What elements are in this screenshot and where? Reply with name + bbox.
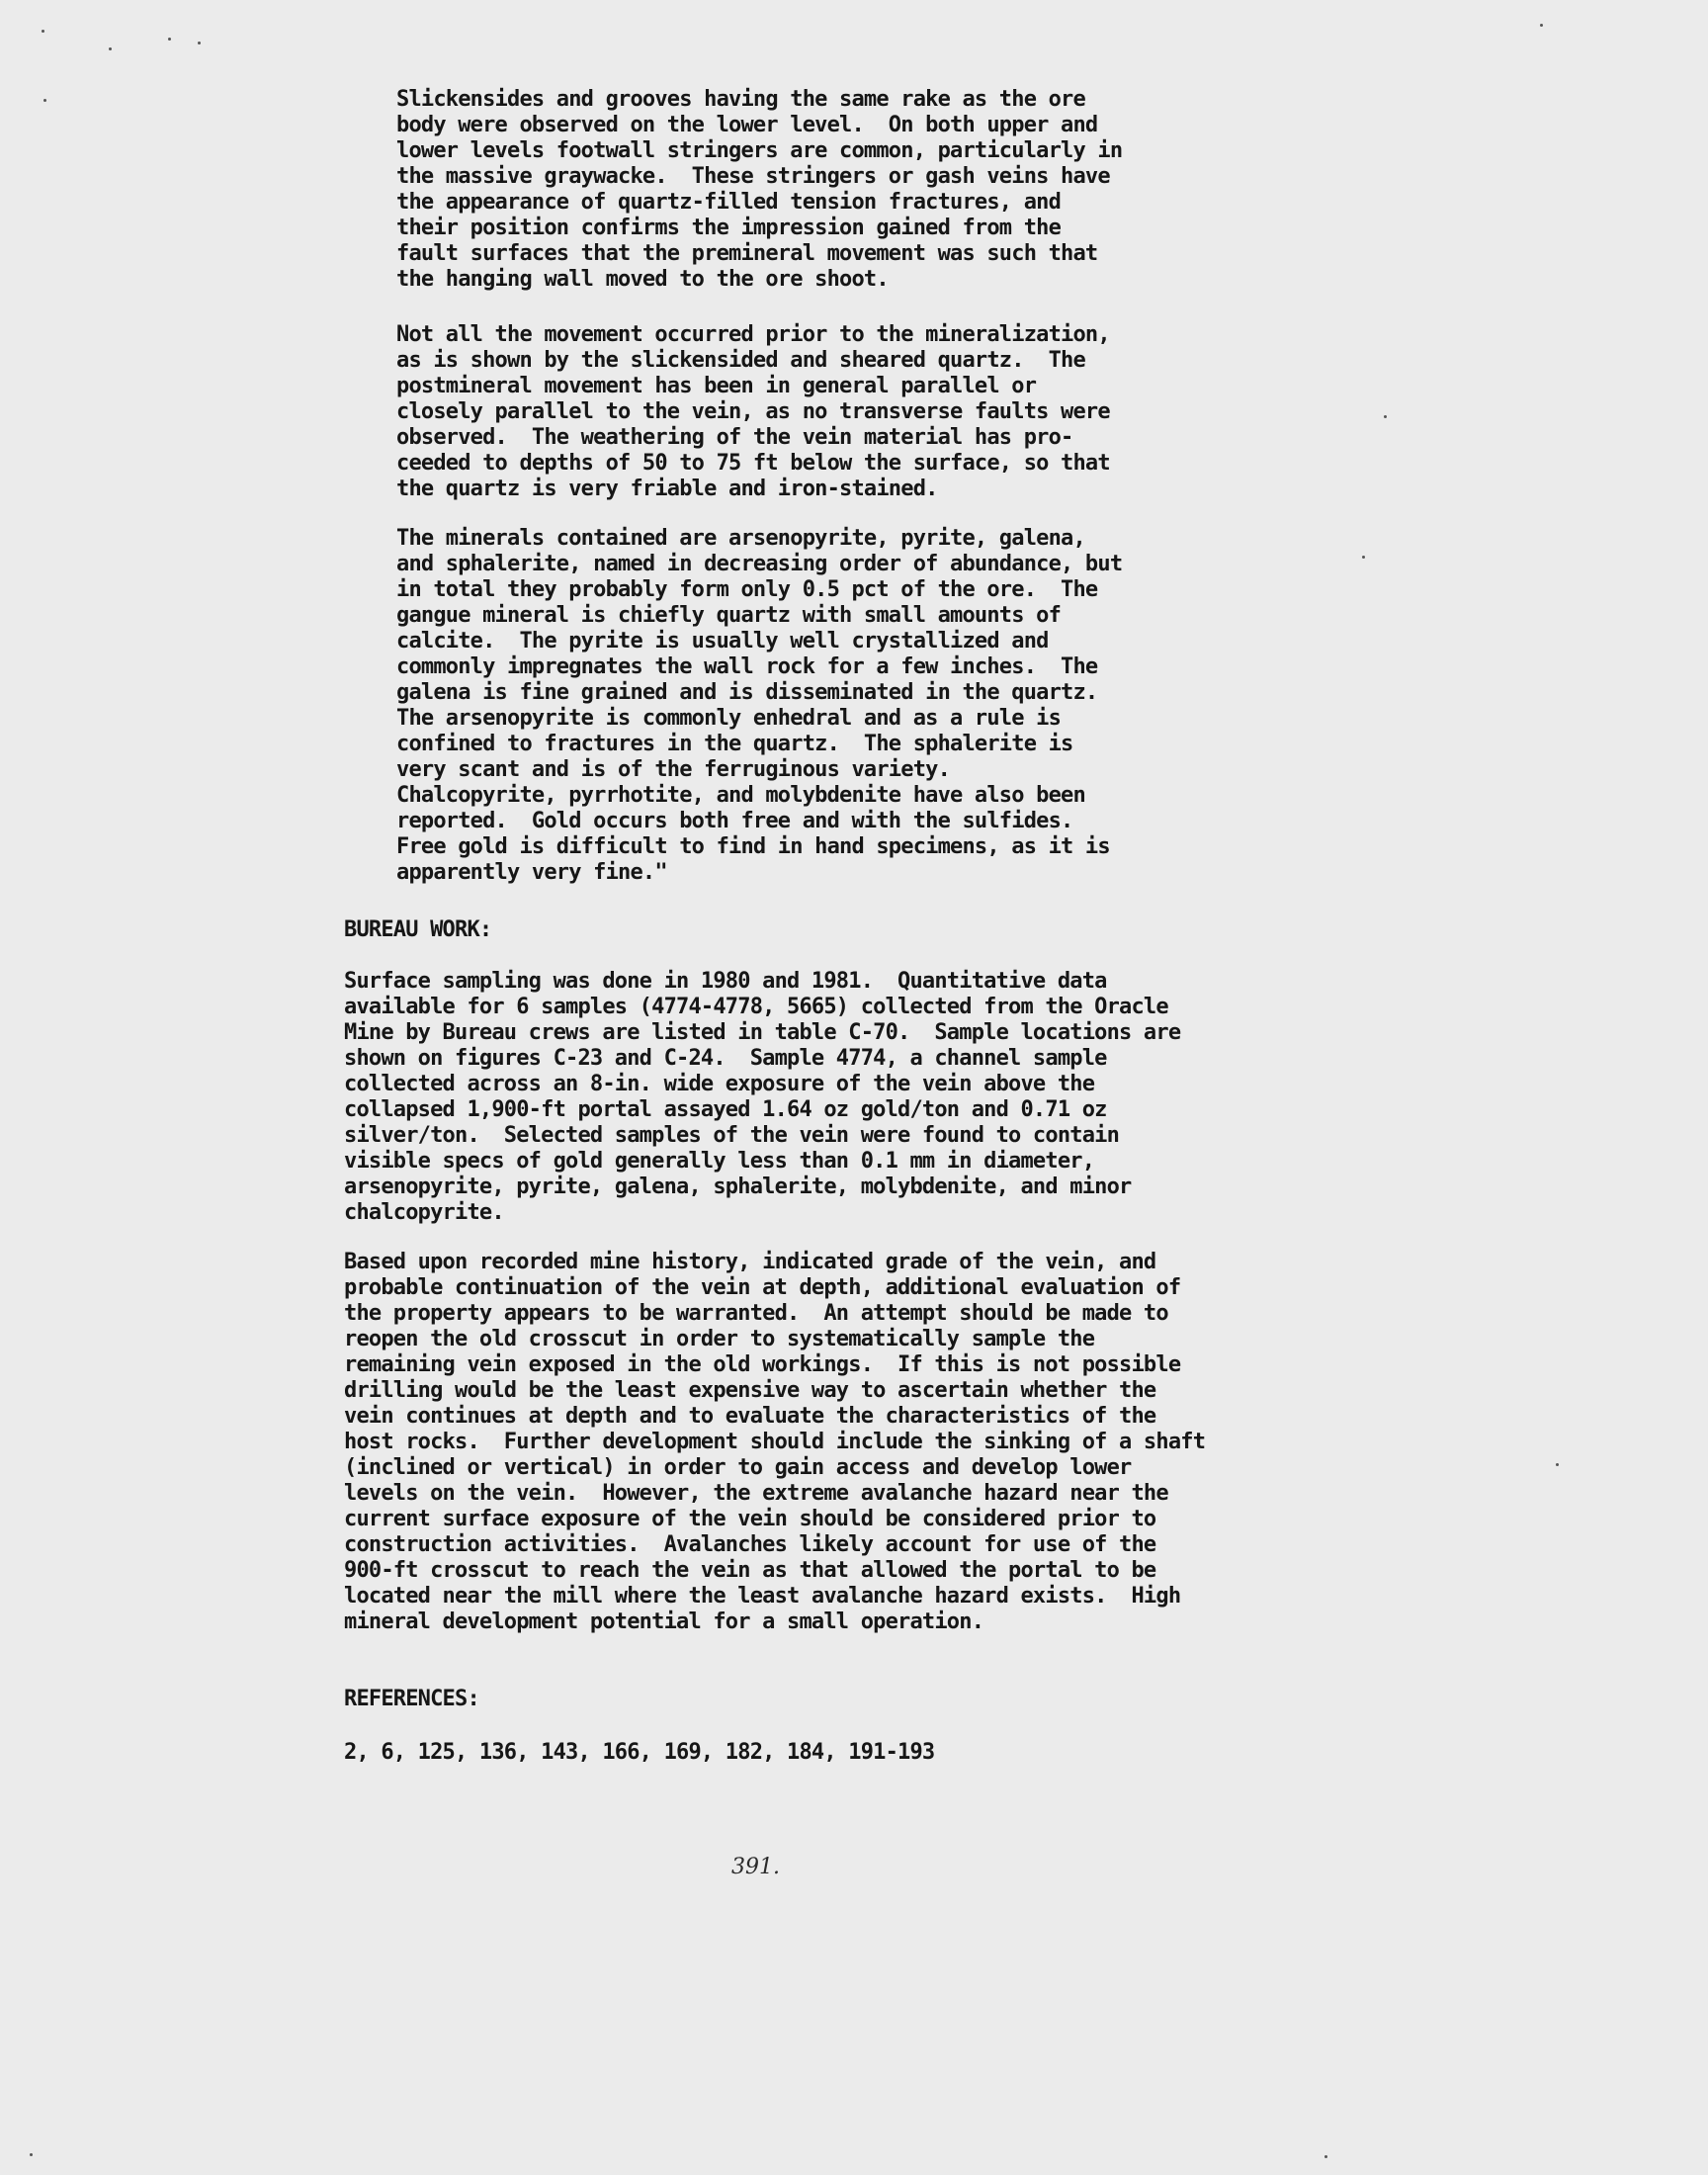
bureau-work-paragraph-evaluation: Based upon recorded mine history, indicated grade of the vein, and probable continuation of the vein at depth, additional evaluation of the property appears to be warranted. An attempt should be made to reopen the old crosscut in order to systematically sample the remaining vein exposed in the old workings. If this is not possible drilling would be the least expensive way to ascertain whether the vein continues at depth and to evaluate the characteristics of the host rocks. Further development should include the sinking of a shaft (inclined or vertical) in order to gain access and develop lower levels on the vein. However, the extreme avalanche hazard near the current surface exposure of the vein should be considered prior to construction activities. Avalanches likely account for use of the 900-ft crosscut to reach the vein as that allowed the portal to be located near the mill where the least avalanche hazard exists. High mineral development potential for a small operation. bbox=[344, 1250, 1206, 1634]
scan-speck bbox=[42, 30, 44, 33]
references-heading: REFERENCES: bbox=[344, 1687, 479, 1711]
page-number: 391. bbox=[731, 1855, 780, 1879]
scan-speck bbox=[1384, 415, 1387, 418]
quote-paragraph-minerals: The minerals contained are arsenopyrite, pyrite, galena, and sphalerite, named in decreasing order of abundance, but in total they probably form only 0.5 pct of the ore. The gangue mineral is chiefly quartz with small amounts of calcite. The pyrite is usually well crystallized and commonly impregnates the wall rock for a few inches. The galena is fine grained and is disseminated in the quartz. The arsenopyrite is commonly enhedral and as a rule is confined to fractures in the quartz. The sphalerite is very scant and is of the ferruginous variety. Chalcopyrite, pyrrhotite, and molybdenite have also been reported. Gold occurs both free and with the sulfides. Free gold is difficult to find in hand specimens, as it is apparently very fine." bbox=[396, 526, 1123, 885]
scan-speck bbox=[109, 47, 112, 50]
quote-paragraph-slickensides: Slickensides and grooves having the same rake as the ore body were observed on the lower level. On both upper and lower levels footwall stringers are common, particularly in the massive graywacke. These stringers or gash veins have the appearance of quartz-filled tension fractures, and their position confirms the impression gained from the fault surfaces that the premineral movement was such that the hanging wall moved to the ore shoot. bbox=[396, 87, 1123, 292]
bureau-work-paragraph-sampling: Surface sampling was done in 1980 and 1981. Quantitative data available for 6 samples (4774-4778, 5665) collected from the Oracle Mine by Bureau crews are listed in table C-70. Sample locations are shown on figures C-23 and C-24. Sample 4774, a channel sample collected across an 8-in. wide exposure of the vein above the collapsed 1,900-ft portal assayed 1.64 oz gold/ton and 0.71 oz silver/ton. Selected samples of the vein were found to contain visible specs of gold generally less than 0.1 mm in diameter, arsenopyrite, pyrite, galena, sphalerite, molybdenite, and minor chalcopyrite. bbox=[344, 969, 1181, 1225]
scan-speck bbox=[1324, 2155, 1327, 2158]
scan-speck bbox=[1556, 1463, 1559, 1466]
scan-speck bbox=[30, 2153, 33, 2156]
bureau-work-heading: BUREAU WORK: bbox=[344, 917, 492, 942]
quote-paragraph-movement: Not all the movement occurred prior to the mineralization, as is shown by the slickensided and sheared quartz. The postmineral movement has been in general parallel or closely parallel to the vein, as no transverse faults were observed. The weathering of the vein material has pro- ceeded to depths of 50 to 75 ft below the surface, so that the quartz is very friable and iron-stained. bbox=[396, 322, 1110, 501]
scan-speck bbox=[198, 42, 201, 44]
scan-speck bbox=[43, 99, 46, 102]
scan-speck bbox=[1540, 24, 1543, 27]
references-list: 2, 6, 125, 136, 143, 166, 169, 182, 184, 191-193 bbox=[344, 1740, 935, 1765]
scan-speck bbox=[1362, 556, 1365, 559]
scan-speck bbox=[168, 38, 171, 41]
